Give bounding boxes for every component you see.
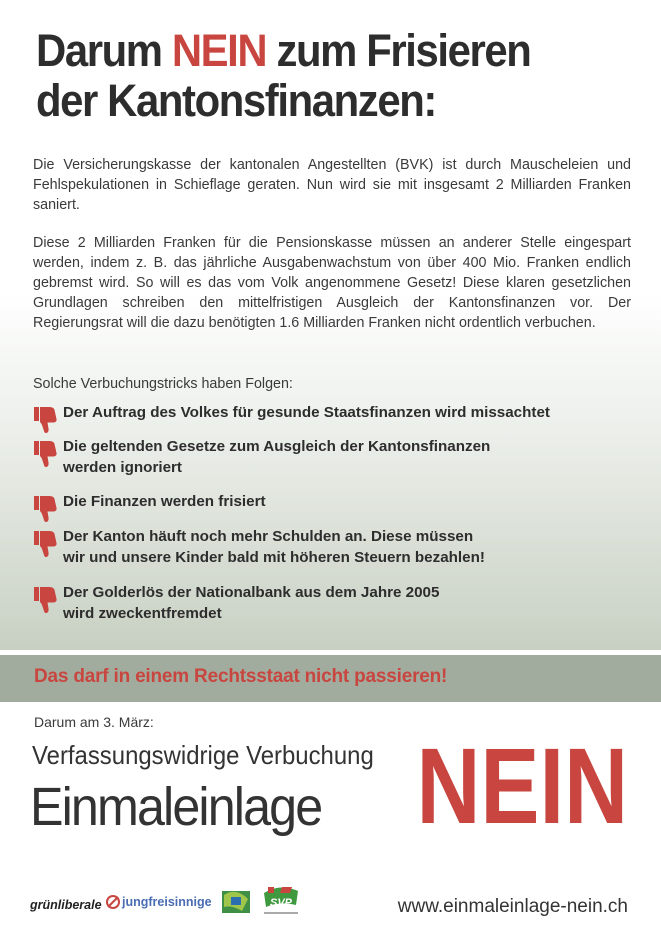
thumbs-down-icon [32,493,58,525]
bullet-5-line2: wird zweckentfremdet [63,605,222,622]
bullet-2-line2: werden ignoriert [63,459,182,476]
grunliberale-logo: grünliberale [30,898,102,912]
vote-date: Darum am 3. März: [34,714,154,730]
bullet-5-line1: Der Golderlös der Nationalbank aus dem Jahre 2005 [63,584,440,601]
bullet-4-line1: Der Kanton häuft noch mehr Schulden an. Diese müssen [63,528,474,545]
warning-text: Das darf in einem Rechtsstaat nicht passieren! [34,666,448,687]
thumbs-down-icon [32,404,58,436]
bullet-3-line1: Die Finanzen werden frisiert [63,493,266,510]
list-item [32,402,550,436]
list-item [32,491,266,525]
headline-line2: der Kantonsfinanzen: [36,75,436,126]
bullet-4-line2: wir und unsere Kinder bald mit höheren Steuern bezahlen! [63,549,485,566]
thumbs-down-icon [32,438,58,470]
paragraph-2: Diese 2 Milliarden Franken für die Pensionskasse müssen an anderer Stelle eingespart werden, indem z. B. das jährliche Ausgabenwachstum von über 400 Mio. Franken endlich gebremst wird. So will es das vom Volk angenommene Gesetz! Diese klaren gesetzlichen Grundlagen schreiben den mittelfristigen Ausgleich der Kantonsfinanzen vor. Der Regierungsrat will die dazu benötigten 1.6 Milliarden Franken nicht ordentlich verbuchen. [33,235,631,331]
headline-prefix: Darum [36,25,172,76]
paragraph-1: Die Versicherungskasse der kantonalen Angestellten (BVK) ist durch Mauscheleien und Fehlspekulationen in Schieflage geraten. Nun wird sie mit insgesamt 2 Milliarden Franken saniert. [33,157,631,213]
title: Einmaleinlage [30,777,322,837]
nein-mark: NEIN [416,725,628,846]
warning-band [0,655,661,702]
jungfreisinnige-logo [106,895,212,909]
thumbs-down-icon [32,584,58,616]
bullet-1-line1: Der Auftrag des Volkes für gesunde Staatsfinanzen wird missachtet [63,404,550,421]
svp-label: SVP [270,897,293,909]
svp-logo [258,885,302,924]
party-emblem-logo [220,885,252,922]
paragraph-3: Solche Verbuchungstricks haben Folgen: [33,376,293,392]
headline [36,26,603,126]
list-item [32,582,439,624]
subtitle: Verfassungswidrige Verbuchung [32,740,374,770]
bullet-2-line1: Die geltenden Gesetze zum Ausgleich der Kantonsfinanzen [63,438,491,455]
list-item [32,436,490,478]
jungfreisinnige-label: jungfreisinnige [122,895,212,909]
thumbs-down-icon [32,528,58,560]
campaign-url: www.einmaleinlage-nein.ch [397,896,628,917]
jungfreisinnige-emblem-icon [106,895,122,909]
headline-line1-suffix: zum Frisieren [266,25,531,76]
headline-highlight: NEIN [171,25,267,76]
list-item [32,526,485,568]
